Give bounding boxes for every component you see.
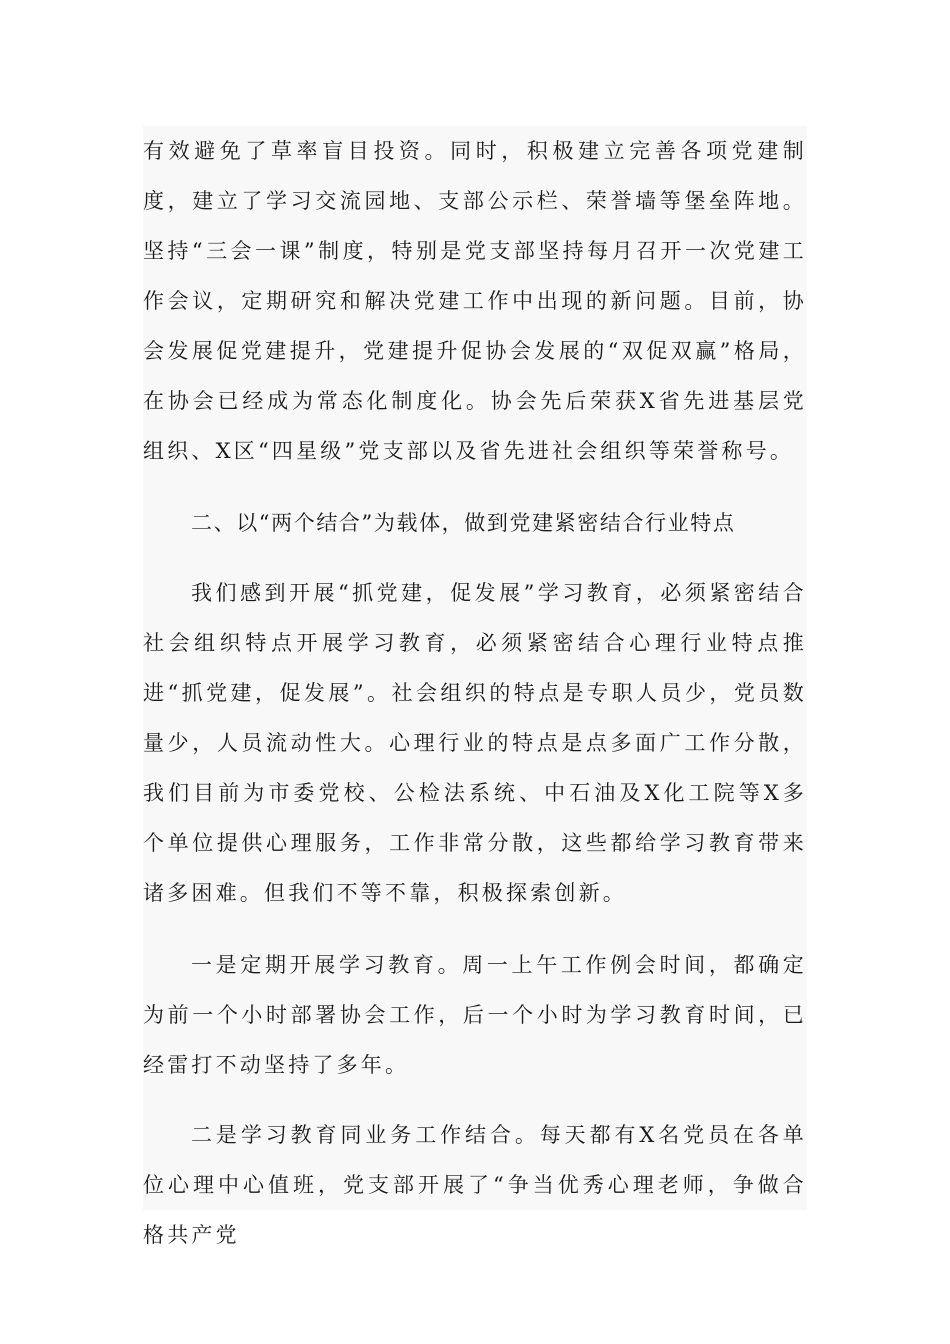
section-heading-two-combinations: 二、以“两个结合”为载体，做到党建紧密结合行业特点 xyxy=(191,511,736,535)
paragraph-industry-characteristics: 我们感到开展“抓党建，促发展”学习教育，必须紧密结合社会组织特点开展学习教育，必须紧密结合心理行业特点推进“抓党建，促发展”。社会组织的特点是专职人员少，党员数量少，人员流动性大。心理行业的特点是点多面广工作分散，我们目前为市委党校、公检法系统、中石油及X化工院等X多个单位提供心理服务，工作非常分散，这些都给学习教育带来诸多困难。但我们不等不靠，积极探索创新。 xyxy=(143,581,807,905)
paragraph-regular-study: 一是定期开展学习教育。周一上午工作例会时间，都确定为前一个小时部署协会工作，后一个小时为学习教育时间，已经雷打不动坚持了多年。 xyxy=(143,953,807,1077)
paragraph-party-building-system: 有效避免了草率盲目投资。同时，积极建立完善各项党建制度，建立了学习交流园地、支部公示栏、荣誉墙等堡垒阵地。坚持“三会一课”制度，特别是党支部坚持每月召开一次党建工作会议，定期研究和解决党建工作中出现的新问题。目前，协会发展促党建提升，党建提升促协会发展的“双促双赢”格局，在协会已经成为常态化制度化。协会先后荣获X省先进基层党组织、X区“四星级”党支部以及省先进社会组织等荣誉称号。 xyxy=(143,139,807,463)
paragraph-study-with-business: 二是学习教育同业务工作结合。每天都有X名党员在各单位心理中心值班，党支部开展了“争当优秀心理老师，争做合格共产党 xyxy=(143,1123,807,1247)
